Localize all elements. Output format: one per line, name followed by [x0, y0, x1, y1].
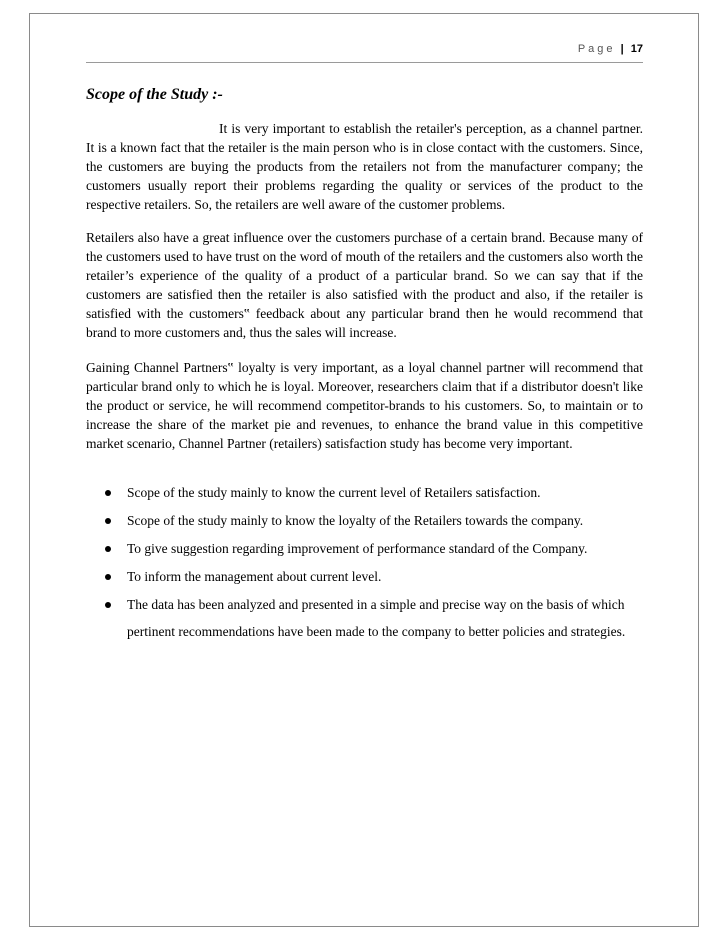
- list-item: [86, 563, 643, 590]
- list-item: [86, 479, 643, 506]
- paragraph-2: Retailers also have a great influence over the customers purchase of a certain brand. Because many of the customers used to have trust on the word of mouth of the retailers and the customers also worth the retailer’s experience of the quality of a product of a particular brand. So we can say that if the customers are satisfied then the retailer is also satisfied with the product and also, if the retailer is satisfied with the customers‟ feedback about any particular brand then he would recommend that brand to more customers and, thus the sales will increase.: [86, 230, 643, 340]
- bullet-icon: [105, 490, 111, 496]
- document-body: [86, 86, 643, 646]
- list-item: [86, 507, 643, 534]
- list-item-text: Scope of the study mainly to know the current level of Retailers satisfaction.: [127, 485, 541, 500]
- bullet-icon: [105, 574, 111, 580]
- paragraph-1: It is very important to establish the retailer's perception, as a channel partner. It is a known fact that the retailer is the main person who is in close contact with the customers. Since, the customers are buying the products from the retailers not from the manufacturer company; the customers usually report their problems regarding the quality or services of the product to the respective retailers. So, the retailers are well aware of the customer problems.: [86, 121, 643, 212]
- paragraph-3: Gaining Channel Partners‟ loyalty is very important, as a loyal channel partner will recommend that particular brand only to which he is loyal. Moreover, researchers claim that if a distributor doesn't like the product or service, he will recommend competitor-brands to his customers. So, to maintain or to increase the share of the market pie and revenues, to enhance the brand value in this competitive market scenario, Channel Partner (retailers) satisfaction study has become very important.: [86, 360, 643, 451]
- page-header: [0, 43, 643, 55]
- bullet-icon: [105, 518, 111, 524]
- list-item-text: To inform the management about current level.: [127, 569, 382, 584]
- page-number: 17: [630, 43, 643, 55]
- list-item-text: Scope of the study mainly to know the loyalty of the Retailers towards the company.: [127, 513, 584, 528]
- list-item-text: To give suggestion regarding improvement of performance standard of the Company.: [127, 541, 588, 556]
- page-separator: |: [620, 43, 624, 55]
- bullet-icon: [105, 602, 111, 608]
- bullet-icon: [105, 546, 111, 552]
- list-item-text: The data has been analyzed and presented in a simple and precise way on the basis of which pertinent recommendations have been made to the company to better policies and strategies.: [127, 597, 626, 639]
- list-item: [86, 591, 643, 645]
- scope-bullet-list: [86, 479, 643, 645]
- list-item: [86, 535, 643, 562]
- section-heading: Scope of the Study :-: [86, 86, 223, 103]
- page-label: Page: [577, 43, 616, 55]
- header-rule: [86, 62, 643, 63]
